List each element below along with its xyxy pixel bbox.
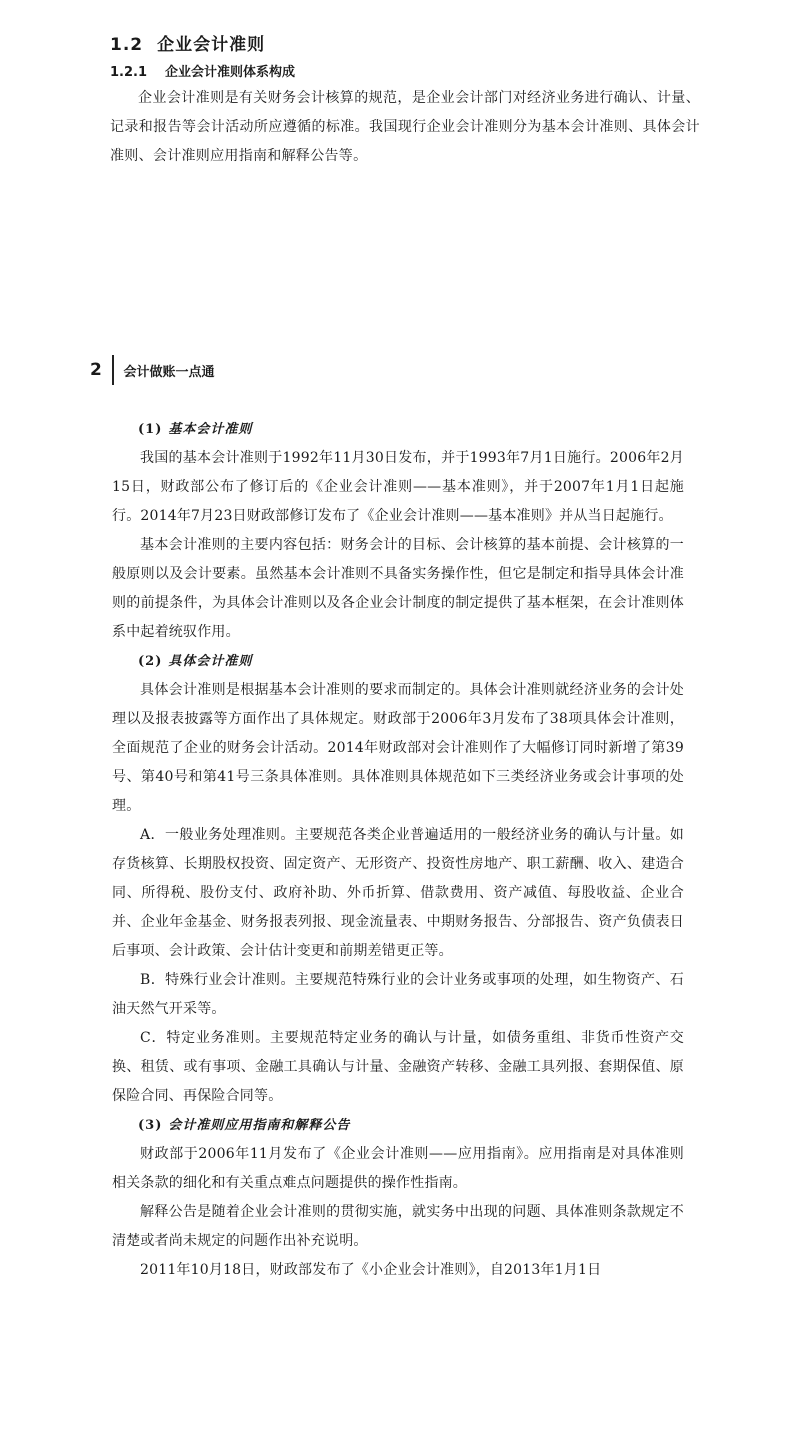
item-number: (1)	[138, 422, 163, 437]
paragraph: 基本会计准则的主要内容包括：财务会计的目标、会计核算的基本前提、会计核算的一般原则以及会计要素。虽然基本会计准则不具备实务操作性，但它是制定和指导具体会计准则的前提条件，为具体会计准则以及各企业会计制度的制定提供了基本框架，在会计准则体系中起着统驭作用。	[112, 537, 684, 640]
paragraph: 具体会计准则是根据基本会计准则的要求而制定的。具体会计准则就经济业务的会计处理以及报表披露等方面作出了具体规定。财政部于2006年3月发布了38项具体会计准则，全面规范了企业的财务会计活动。2014年财政部对会计准则作了大幅修订同时新增了第39号、第40号和第41号三条具体准则。具体准则具体规范如下三类经济业务或会计事项的处理。	[112, 682, 684, 814]
item-number: (3)	[138, 1118, 163, 1133]
subsection-number: 1.2.1	[110, 65, 148, 80]
running-head-title: 会计做账一点通	[123, 364, 215, 380]
intro-paragraph: 企业会计准则是有关财务会计核算的规范，是企业会计部门对经济业务进行确认、计量、记录和报告等会计活动所应遵循的标准。我国现行企业会计准则分为基本会计准则、具体会计准则、会计准则应用指南和解释公告等。	[110, 90, 700, 164]
item-heading-application-guide	[112, 1111, 684, 1140]
item-heading-basic-standards	[112, 415, 684, 444]
item-number: (2)	[138, 654, 163, 669]
item-heading-specific-standards	[112, 647, 684, 676]
head-divider	[112, 355, 114, 385]
paragraph: 2011年10月18日，财政部发布了《小企业会计准则》，自2013年1月1日	[140, 1262, 602, 1278]
section-title: 企业会计准则	[157, 35, 266, 55]
paragraph: B．特殊行业会计准则。主要规范特殊行业的会计业务或事项的处理，如生物资产、石油天然气开采等。	[112, 972, 684, 1017]
section-heading	[110, 30, 700, 55]
page-top	[110, 30, 700, 171]
item-title: 会计准则应用指南和解释公告	[168, 1118, 351, 1133]
page-number: 2	[90, 360, 102, 380]
item-title: 具体会计准则	[168, 654, 253, 669]
paragraph: 我国的基本会计准则于1992年11月30日发布，并于1993年7月1日施行。2006年2月15日，财政部公布了修订后的《企业会计准则——基本准则》，并于2007年1月1日起施行。2014年7月23日财政部修订发布了《企业会计准则——基本准则》并从当日起施行。	[112, 450, 684, 524]
section-number: 1.2	[110, 35, 144, 55]
item-title: 基本会计准则	[168, 422, 253, 437]
paragraph: 解释公告是随着企业会计准则的贯彻实施，就实务中出现的问题、具体准则条款规定不清楚或者尚未规定的问题作出补充说明。	[112, 1204, 684, 1249]
subsection-heading	[110, 61, 700, 80]
paragraph: 财政部于2006年11月发布了《企业会计准则——应用指南》。应用指南是对具体准则相关条款的细化和有关重点难点问题提供的操作性指南。	[112, 1146, 684, 1191]
page-content	[112, 415, 684, 1285]
paragraph: A．一般业务处理准则。主要规范各类企业普遍适用的一般经济业务的确认与计量。如存货核算、长期股权投资、固定资产、无形资产、投资性房地产、职工薪酬、收入、建造合同、所得税、股份支付、政府补助、外币折算、借款费用、资产减值、每股收益、企业合并、企业年金基金、财务报表列报、现金流量表、中期财务报告、分部报告、资产负债表日后事项、会计政策、会计估计变更和前期差错更正等。	[112, 827, 684, 959]
paragraph: C．特定业务准则。主要规范特定业务的确认与计量，如债务重组、非货币性资产交换、租赁、或有事项、金融工具确认与计量、金融资产转移、金融工具列报、套期保值、原保险合同、再保险合同等。	[112, 1030, 684, 1104]
running-head	[90, 355, 215, 385]
subsection-title: 企业会计准则体系构成	[165, 65, 296, 80]
